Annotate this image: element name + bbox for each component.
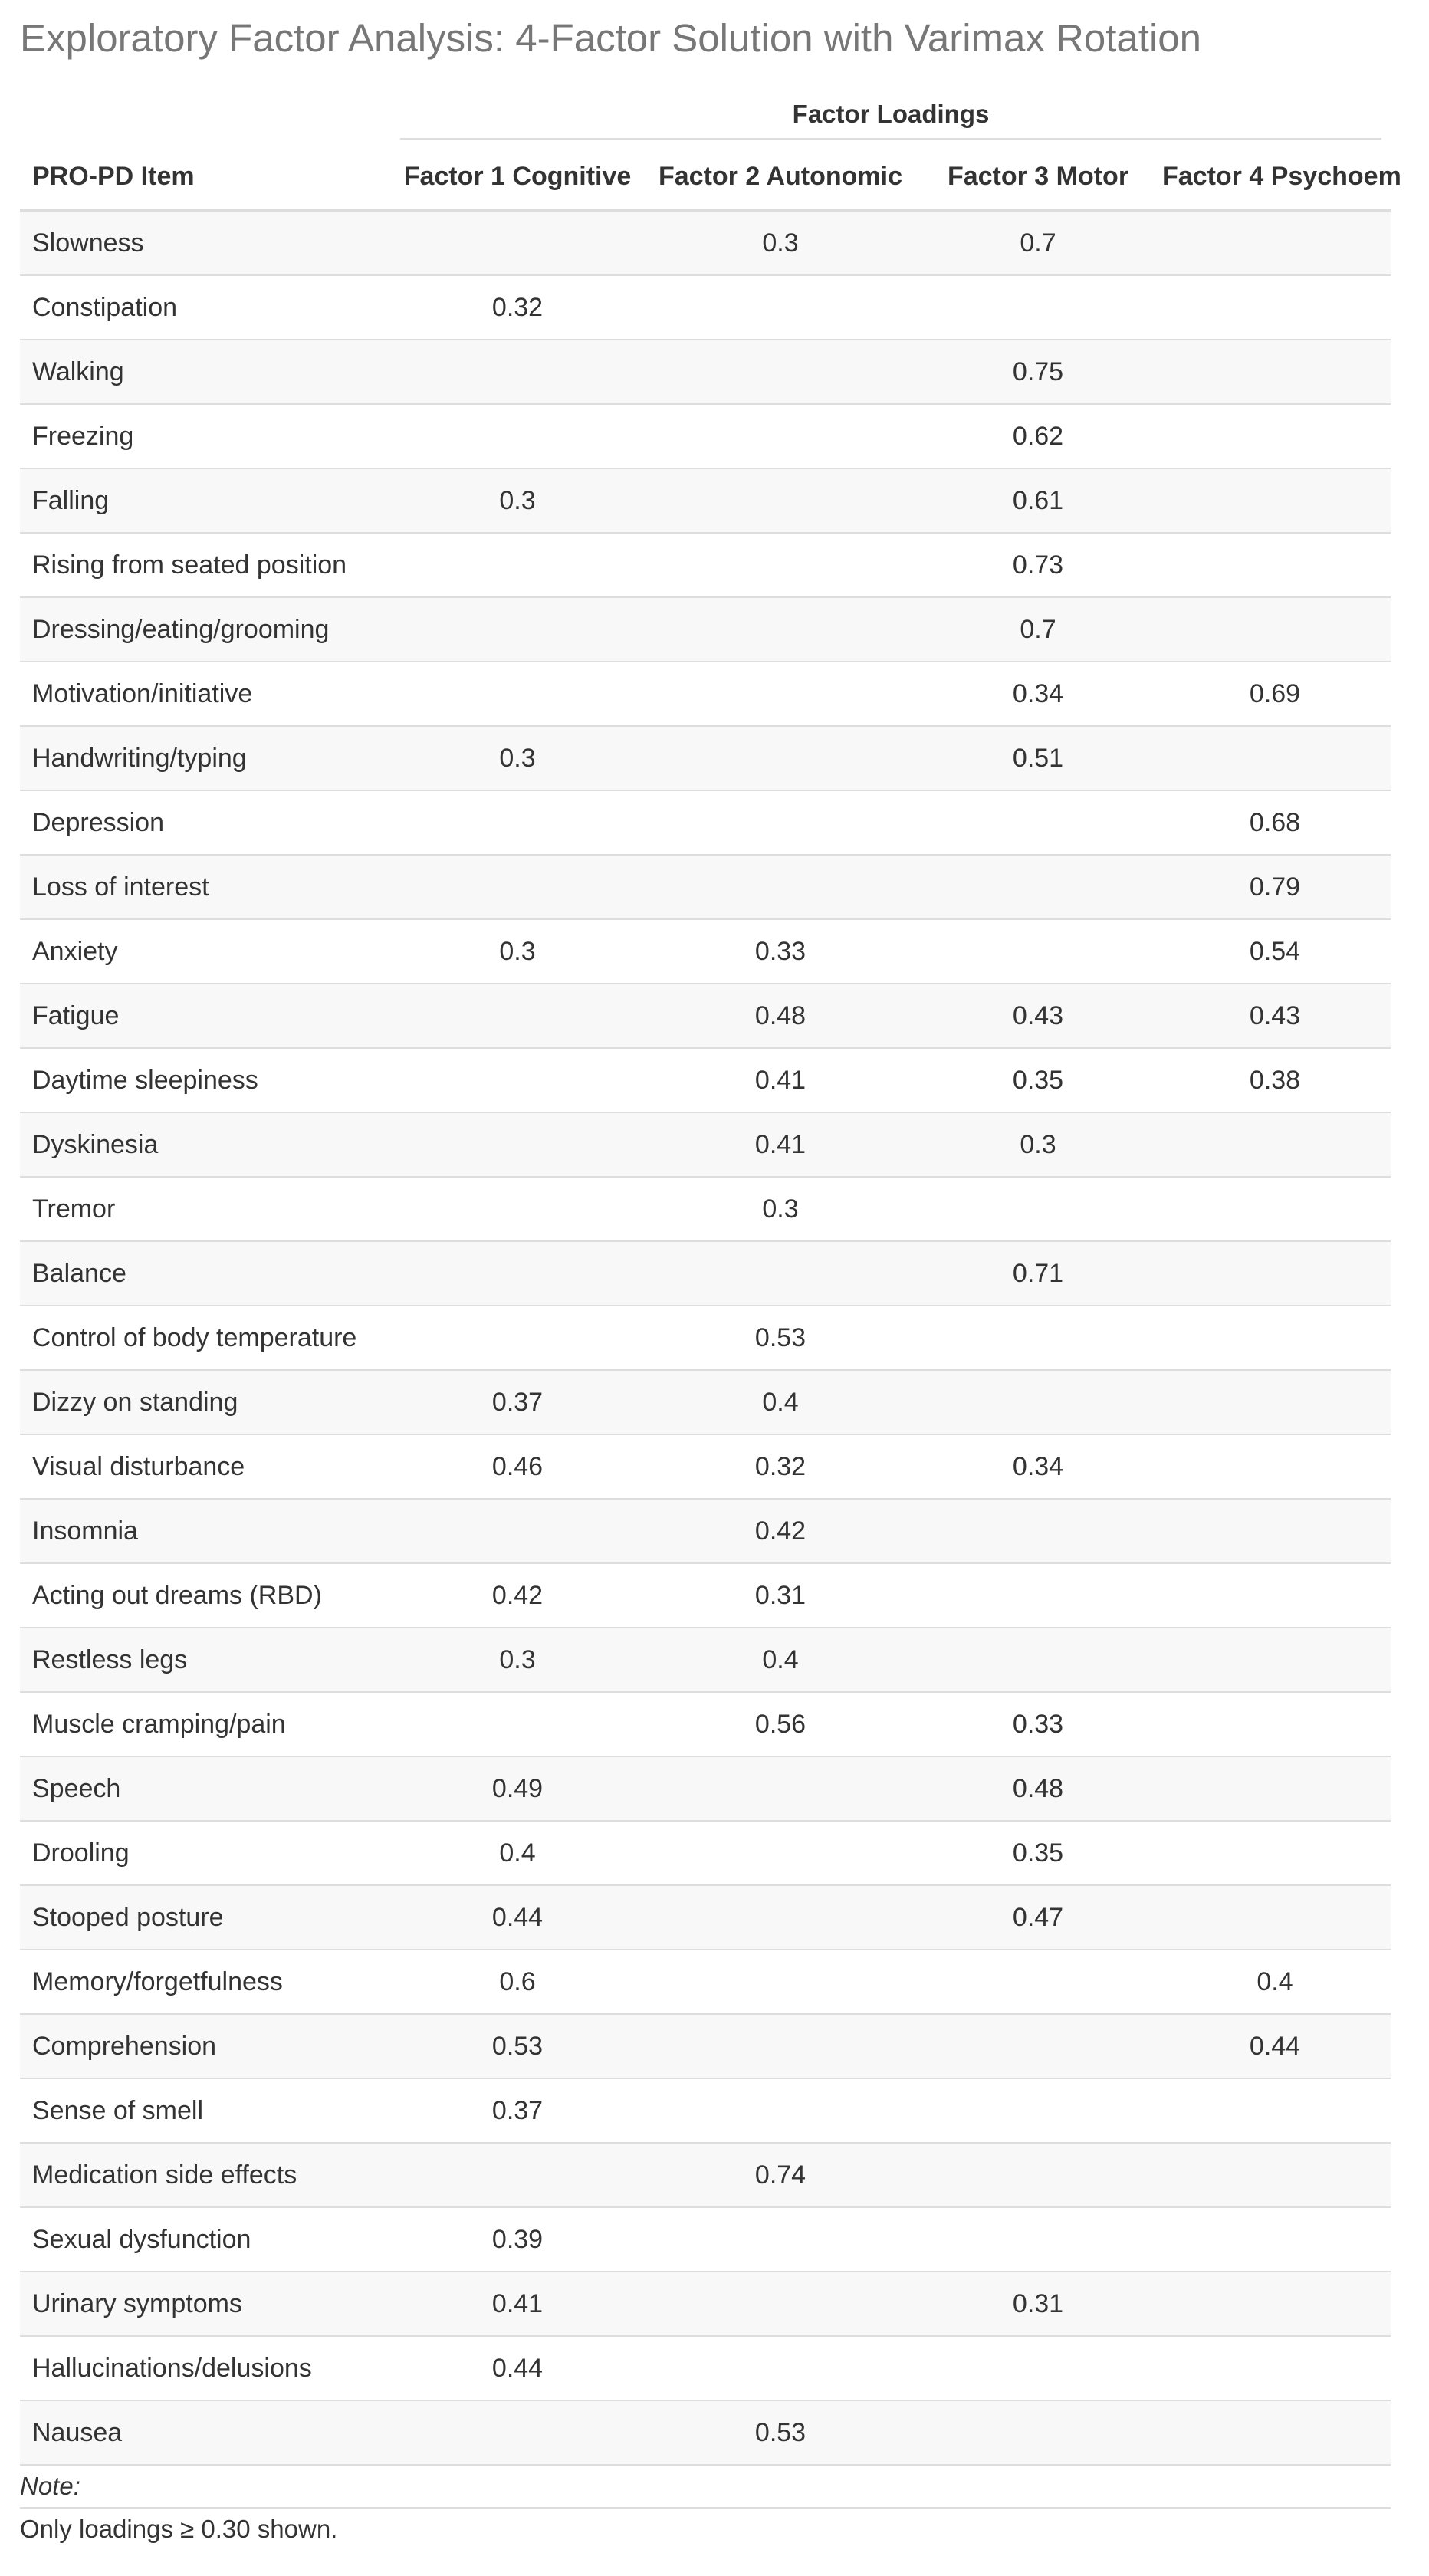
factor4-cell: 0.43 — [1159, 984, 1391, 1048]
factor3-cell — [917, 1177, 1159, 1241]
factor1-cell — [391, 1241, 644, 1306]
factor4-cell — [1159, 2078, 1391, 2143]
table-row — [20, 1885, 1391, 1950]
factor4-cell — [1159, 275, 1391, 340]
factor3-cell — [917, 1306, 1159, 1370]
table-row — [20, 2078, 1391, 2143]
factor2-cell — [644, 1950, 917, 2014]
column-header-factor1: Factor 1 Cognitive — [391, 144, 644, 210]
factor4-cell: 0.38 — [1159, 1048, 1391, 1112]
factor2-cell: 0.42 — [644, 1499, 917, 1563]
item-cell: Tremor — [20, 1177, 391, 1241]
item-cell: Anxiety — [20, 919, 391, 984]
factor2-cell — [644, 533, 917, 597]
factor-loadings-spanner — [391, 78, 1391, 144]
factor3-cell: 0.47 — [917, 1885, 1159, 1950]
factor4-cell — [1159, 210, 1391, 275]
item-cell: Sense of smell — [20, 2078, 391, 2143]
factor3-cell: 0.35 — [917, 1821, 1159, 1885]
factor4-cell — [1159, 726, 1391, 790]
factor3-cell: 0.61 — [917, 468, 1159, 533]
factor3-cell — [917, 1563, 1159, 1628]
factor1-cell — [391, 1177, 644, 1241]
factor2-cell: 0.4 — [644, 1628, 917, 1692]
factor1-cell: 0.39 — [391, 2207, 644, 2272]
item-cell: Falling — [20, 468, 391, 533]
item-cell: Slowness — [20, 210, 391, 275]
item-cell: Freezing — [20, 404, 391, 468]
factor1-cell: 0.3 — [391, 919, 644, 984]
factor1-cell — [391, 1048, 644, 1112]
factor3-cell — [917, 919, 1159, 984]
item-cell: Restless legs — [20, 1628, 391, 1692]
table-row — [20, 2143, 1391, 2207]
factor3-cell — [917, 790, 1159, 855]
factor4-cell — [1159, 1628, 1391, 1692]
factor4-cell: 0.44 — [1159, 2014, 1391, 2078]
factor2-cell: 0.32 — [644, 1434, 917, 1499]
column-header-factor2: Factor 2 Autonomic — [644, 144, 917, 210]
factor1-cell: 0.6 — [391, 1950, 644, 2014]
item-cell: Hallucinations/delusions — [20, 2336, 391, 2400]
table-row — [20, 1370, 1391, 1434]
factor2-cell — [644, 1756, 917, 1821]
factor4-cell — [1159, 2143, 1391, 2207]
factor2-cell — [644, 404, 917, 468]
factor3-cell: 0.34 — [917, 662, 1159, 726]
factor3-cell — [917, 1370, 1159, 1434]
table-row — [20, 1306, 1391, 1370]
item-cell: Walking — [20, 340, 391, 404]
table-row — [20, 1048, 1391, 1112]
factor3-cell — [917, 275, 1159, 340]
factor2-cell — [644, 2336, 917, 2400]
factor1-cell: 0.49 — [391, 1756, 644, 1821]
factor3-cell: 0.71 — [917, 1241, 1159, 1306]
table-row — [20, 1756, 1391, 1821]
factor1-cell — [391, 1692, 644, 1756]
factor4-cell — [1159, 340, 1391, 404]
factor3-cell: 0.34 — [917, 1434, 1159, 1499]
factor2-cell — [644, 726, 917, 790]
factor3-cell — [917, 2078, 1159, 2143]
factor-loadings-label: Factor Loadings — [400, 83, 1381, 140]
factor4-cell — [1159, 1177, 1391, 1241]
factor4-cell — [1159, 2400, 1391, 2465]
table-row — [20, 1950, 1391, 2014]
factor2-cell: 0.3 — [644, 1177, 917, 1241]
factor3-cell — [917, 1499, 1159, 1563]
factor3-cell — [917, 855, 1159, 919]
table-row — [20, 984, 1391, 1048]
factor4-cell — [1159, 1434, 1391, 1499]
factor1-cell: 0.3 — [391, 726, 644, 790]
table-row — [20, 1692, 1391, 1756]
item-cell: Insomnia — [20, 1499, 391, 1563]
factor3-cell — [917, 1628, 1159, 1692]
factor1-cell: 0.3 — [391, 1628, 644, 1692]
table-row — [20, 2400, 1391, 2465]
factor4-cell: 0.4 — [1159, 1950, 1391, 2014]
table-row — [20, 533, 1391, 597]
factor1-cell — [391, 340, 644, 404]
factor2-cell: 0.53 — [644, 1306, 917, 1370]
item-cell: Sexual dysfunction — [20, 2207, 391, 2272]
factor1-cell — [391, 790, 644, 855]
factor4-cell — [1159, 1306, 1391, 1370]
factor1-cell: 0.44 — [391, 2336, 644, 2400]
factor1-cell: 0.37 — [391, 2078, 644, 2143]
item-cell: Constipation — [20, 275, 391, 340]
table-row — [20, 2336, 1391, 2400]
factor2-cell: 0.53 — [644, 2400, 917, 2465]
item-cell: Dyskinesia — [20, 1112, 391, 1177]
table-row — [20, 1821, 1391, 1885]
factor3-cell: 0.35 — [917, 1048, 1159, 1112]
table-row — [20, 855, 1391, 919]
table-row — [20, 1434, 1391, 1499]
factor4-cell — [1159, 2272, 1391, 2336]
item-cell: Speech — [20, 1756, 391, 1821]
table-row — [20, 662, 1391, 726]
factor4-cell — [1159, 1499, 1391, 1563]
table-row — [20, 726, 1391, 790]
column-header-row — [20, 144, 1391, 210]
note-label-row — [20, 2465, 1391, 2508]
table-row — [20, 210, 1391, 275]
factor2-cell — [644, 1885, 917, 1950]
factor3-cell: 0.51 — [917, 726, 1159, 790]
factor4-cell — [1159, 2207, 1391, 2272]
factor3-cell: 0.7 — [917, 597, 1159, 662]
factor2-cell: 0.41 — [644, 1112, 917, 1177]
factor4-cell — [1159, 1112, 1391, 1177]
factor1-cell — [391, 662, 644, 726]
factor1-cell: 0.46 — [391, 1434, 644, 1499]
factor1-cell — [391, 533, 644, 597]
column-header-factor3: Factor 3 Motor — [917, 144, 1159, 210]
factor2-cell: 0.4 — [644, 1370, 917, 1434]
column-header-factor4: Factor 4 Psychoem — [1159, 144, 1391, 210]
factor2-cell — [644, 662, 917, 726]
item-cell: Muscle cramping/pain — [20, 1692, 391, 1756]
factor2-cell — [644, 340, 917, 404]
factor2-cell: 0.33 — [644, 919, 917, 984]
item-cell: Nausea — [20, 2400, 391, 2465]
factor4-cell — [1159, 1692, 1391, 1756]
factor3-cell: 0.33 — [917, 1692, 1159, 1756]
item-cell: Rising from seated position — [20, 533, 391, 597]
table-row — [20, 468, 1391, 533]
factor4-cell: 0.69 — [1159, 662, 1391, 726]
factor3-cell: 0.75 — [917, 340, 1159, 404]
factor2-cell: 0.31 — [644, 1563, 917, 1628]
item-cell: Visual disturbance — [20, 1434, 391, 1499]
table-row — [20, 275, 1391, 340]
factor2-cell: 0.48 — [644, 984, 917, 1048]
factor2-cell — [644, 2014, 917, 2078]
factor3-cell — [917, 2014, 1159, 2078]
factor4-cell — [1159, 468, 1391, 533]
table-container — [20, 0, 1400, 2550]
table-row — [20, 1499, 1391, 1563]
table-row — [20, 2272, 1391, 2336]
factor3-cell — [917, 2336, 1159, 2400]
table-row — [20, 790, 1391, 855]
factor1-cell: 0.41 — [391, 2272, 644, 2336]
item-cell: Stooped posture — [20, 1885, 391, 1950]
group-header-row — [20, 78, 1391, 144]
factor2-cell — [644, 1821, 917, 1885]
item-cell: Acting out dreams (RBD) — [20, 1563, 391, 1628]
factor1-cell: 0.3 — [391, 468, 644, 533]
factor3-cell — [917, 2207, 1159, 2272]
factor1-cell — [391, 1112, 644, 1177]
factor4-cell — [1159, 1821, 1391, 1885]
factor1-cell — [391, 1499, 644, 1563]
item-cell: Control of body temperature — [20, 1306, 391, 1370]
item-cell: Handwriting/typing — [20, 726, 391, 790]
item-cell: Urinary symptoms — [20, 2272, 391, 2336]
table-row — [20, 919, 1391, 984]
item-cell: Dressing/eating/grooming — [20, 597, 391, 662]
factor1-cell: 0.37 — [391, 1370, 644, 1434]
factor-loadings-table — [20, 78, 1401, 2550]
factor2-cell — [644, 2272, 917, 2336]
factor2-cell — [644, 468, 917, 533]
factor1-cell: 0.42 — [391, 1563, 644, 1628]
table-row — [20, 1628, 1391, 1692]
factor1-cell — [391, 597, 644, 662]
table-row — [20, 597, 1391, 662]
factor4-cell — [1159, 1563, 1391, 1628]
factor1-cell: 0.32 — [391, 275, 644, 340]
factor1-cell — [391, 404, 644, 468]
note-label: Note: — [20, 2465, 1391, 2508]
factor3-cell: 0.43 — [917, 984, 1159, 1048]
item-cell: Loss of interest — [20, 855, 391, 919]
table-row — [20, 1563, 1391, 1628]
factor2-cell — [644, 2207, 917, 2272]
table-row — [20, 404, 1391, 468]
factor4-cell — [1159, 1241, 1391, 1306]
factor4-cell — [1159, 1756, 1391, 1821]
factor3-cell — [917, 2400, 1159, 2465]
table-body — [20, 210, 1391, 2465]
factor1-cell: 0.4 — [391, 1821, 644, 1885]
factor4-cell — [1159, 404, 1391, 468]
table-row — [20, 340, 1391, 404]
factor1-cell: 0.44 — [391, 1885, 644, 1950]
factor3-cell: 0.7 — [917, 210, 1159, 275]
item-cell: Fatigue — [20, 984, 391, 1048]
factor4-cell — [1159, 533, 1391, 597]
factor2-cell — [644, 1241, 917, 1306]
table-row — [20, 1241, 1391, 1306]
factor1-cell — [391, 984, 644, 1048]
factor1-cell — [391, 1306, 644, 1370]
item-cell: Memory/forgetfulness — [20, 1950, 391, 2014]
factor1-cell — [391, 855, 644, 919]
item-cell: Dizzy on standing — [20, 1370, 391, 1434]
factor2-cell: 0.56 — [644, 1692, 917, 1756]
factor4-cell — [1159, 1885, 1391, 1950]
factor3-cell — [917, 1950, 1159, 2014]
factor3-cell: 0.31 — [917, 2272, 1159, 2336]
factor2-cell — [644, 275, 917, 340]
factor2-cell: 0.3 — [644, 210, 917, 275]
table-row — [20, 2014, 1391, 2078]
item-cell: Drooling — [20, 1821, 391, 1885]
factor2-cell: 0.41 — [644, 1048, 917, 1112]
factor1-cell: 0.53 — [391, 2014, 644, 2078]
factor3-cell: 0.3 — [917, 1112, 1159, 1177]
factor3-cell: 0.48 — [917, 1756, 1159, 1821]
factor2-cell: 0.74 — [644, 2143, 917, 2207]
factor1-cell — [391, 210, 644, 275]
item-cell: Depression — [20, 790, 391, 855]
factor3-cell — [917, 2143, 1159, 2207]
note-text-row — [20, 2508, 1391, 2550]
factor4-cell: 0.54 — [1159, 919, 1391, 984]
factor2-cell — [644, 855, 917, 919]
factor3-cell: 0.73 — [917, 533, 1159, 597]
factor4-cell — [1159, 1370, 1391, 1434]
factor4-cell — [1159, 2336, 1391, 2400]
factor3-cell: 0.62 — [917, 404, 1159, 468]
note-text: Only loadings ≥ 0.30 shown. — [20, 2508, 1391, 2550]
factor2-cell — [644, 597, 917, 662]
factor4-cell — [1159, 597, 1391, 662]
item-cell: Medication side effects — [20, 2143, 391, 2207]
factor4-cell: 0.79 — [1159, 855, 1391, 919]
table-row — [20, 2207, 1391, 2272]
group-header-spacer — [20, 78, 391, 144]
factor1-cell — [391, 2400, 644, 2465]
factor4-cell: 0.68 — [1159, 790, 1391, 855]
factor2-cell — [644, 2078, 917, 2143]
item-cell: Motivation/initiative — [20, 662, 391, 726]
column-header-item: PRO-PD Item — [20, 144, 391, 210]
table-caption: Exploratory Factor Analysis: 4-Factor Solution with Varimax Rotation — [20, 16, 1202, 60]
table-row — [20, 1177, 1391, 1241]
item-cell: Balance — [20, 1241, 391, 1306]
table-row — [20, 1112, 1391, 1177]
factor1-cell — [391, 2143, 644, 2207]
item-cell: Daytime sleepiness — [20, 1048, 391, 1112]
factor2-cell — [644, 790, 917, 855]
item-cell: Comprehension — [20, 2014, 391, 2078]
